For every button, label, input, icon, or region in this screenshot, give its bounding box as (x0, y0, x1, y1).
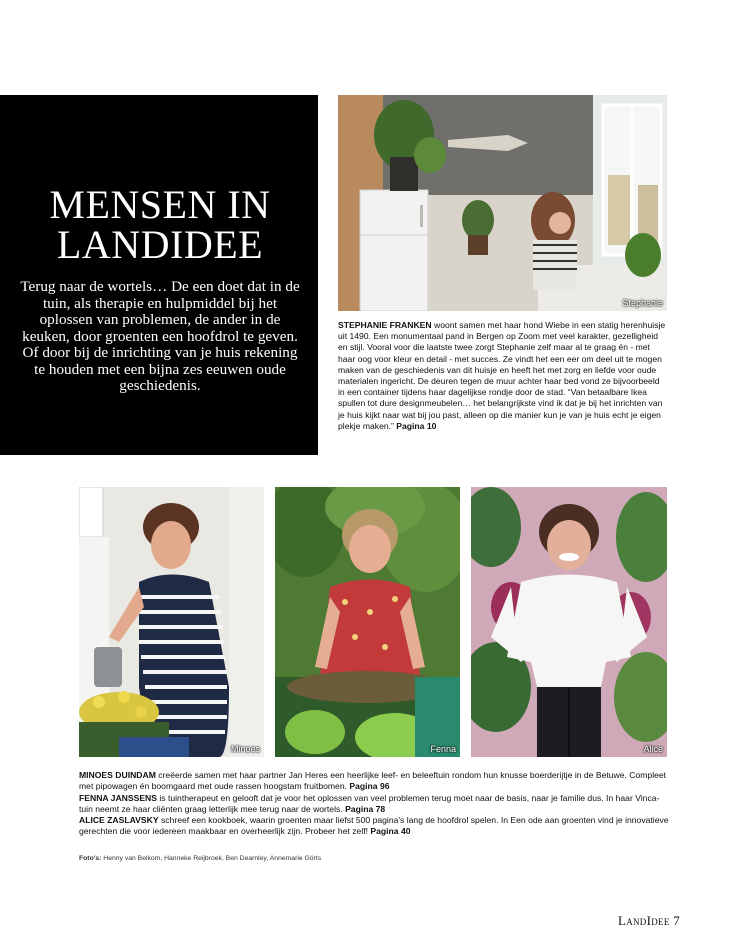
intro-text: Terug naar de wortels… De een doet dat in de tuin, als therapie en hulpmiddel bij het oplossen van problemen, de ander in de keuken, door groenten een hoofdrol te geven. Of door bij de inrichting van je huis rekening te houden met een bijna zes eeuwen oude geschiedenis. (20, 278, 300, 394)
page-ref-minoes: Pagina 96 (349, 781, 390, 792)
page-number: 7 (673, 913, 680, 928)
bio-text-alice: schreef een kookboek, waarin groenten maar liefst 500 pagina's lang de hoofdrol spelen. In Een ode aan groenten vind je innovatieve gerechten die voor iedereen maakbaar en overheerlijk zijn. Probeer het zelf! (79, 815, 669, 837)
bio-name-stephanie: STEPHANIE FRANKEN (338, 320, 432, 330)
bio-name-alice: ALICE ZASLAVSKY (79, 815, 159, 826)
minoes-illustration (79, 487, 264, 757)
photo-caption-alice: Alice (643, 744, 663, 754)
alice-illustration (471, 487, 667, 757)
bios-bottom (79, 770, 669, 838)
bio-name-minoes: MINOES DUINDAM (79, 770, 156, 780)
intro-box (0, 95, 318, 455)
photo-caption-minoes: Minoes (230, 744, 260, 754)
bio-minoes (79, 770, 669, 793)
bio-fenna (79, 793, 669, 816)
page-footer (618, 913, 680, 929)
page-ref-alice: Pagina 40 (370, 826, 411, 837)
photo-fenna (275, 487, 460, 757)
footer-brand: LandIdee (617, 913, 670, 928)
bio-text-stephanie: woont samen met haar hond Wiebe in een statig herenhuisje uit 1490. Een monumentaal pand in Bergen op Zoom met veel karakter, gezelligheid en stijl. Vooral voor die laatste twee zorgt Stephanie zelf maar al te graag én - met haar oog voor kleur en detail - met succes. Ze vindt het een eer om deel uit te mogen maken van de geschiedenis van dit huisje en heeft het met zorg en liefde voor oude materialen ingericht. De deuren tegen de muur achter haar bed vond ze bijvoorbeeld in een container tijdens haar dagelijkse rondje door de stad. “Van betaalbare Ikea spullen tot dure designmeubelen… het belangrijkste vind ik dat je bij het inrichten van je huis kijkt naar wat bij jou past, alleen op die manier kun je van je huis echt je eigen plekje maken.” (338, 320, 666, 431)
credits-names: Henny van Belkom, Hanneke Reijbroek, Ben Dearnley, Annemarie Görts (101, 855, 322, 862)
bio-name-fenna: FENNA JANSSENS (79, 792, 157, 803)
photo-stephanie (338, 95, 667, 311)
bio-alice (79, 815, 669, 838)
photo-credits (79, 855, 321, 862)
photo-minoes (79, 487, 264, 757)
page-ref-fenna: Pagina 78 (345, 803, 386, 814)
kitchen-illustration (338, 95, 667, 311)
fenna-illustration (275, 487, 460, 757)
headline: MENSEN IN LANDIDEE (49, 182, 271, 267)
credits-label: Foto's: (79, 855, 102, 862)
bio-text-minoes: creëerde samen met haar partner Jan Heres een heerlijke leef- en beleeftuin rondom hun knusse boerderijtje in de Betuwe. Compleet met pipowagen én boomgaard met oude rassen hoogstam fruitbomen. (79, 770, 667, 792)
photo-alice (471, 487, 667, 757)
bio-stephanie (338, 320, 668, 432)
bio-text-fenna: is tuintherapeut en gelooft dat je voor het oplossen van veel problemen terug moet naar de basis, naar je familie dus. In haar Vinca-tuin neemt ze haar cliënten graag letterlijk mee terug naar de wortels. (79, 792, 660, 814)
photo-caption-stephanie: Stephanie (622, 298, 663, 308)
page-ref-stephanie: Pagina 10 (396, 420, 437, 431)
photo-caption-fenna: Fenna (430, 744, 456, 754)
